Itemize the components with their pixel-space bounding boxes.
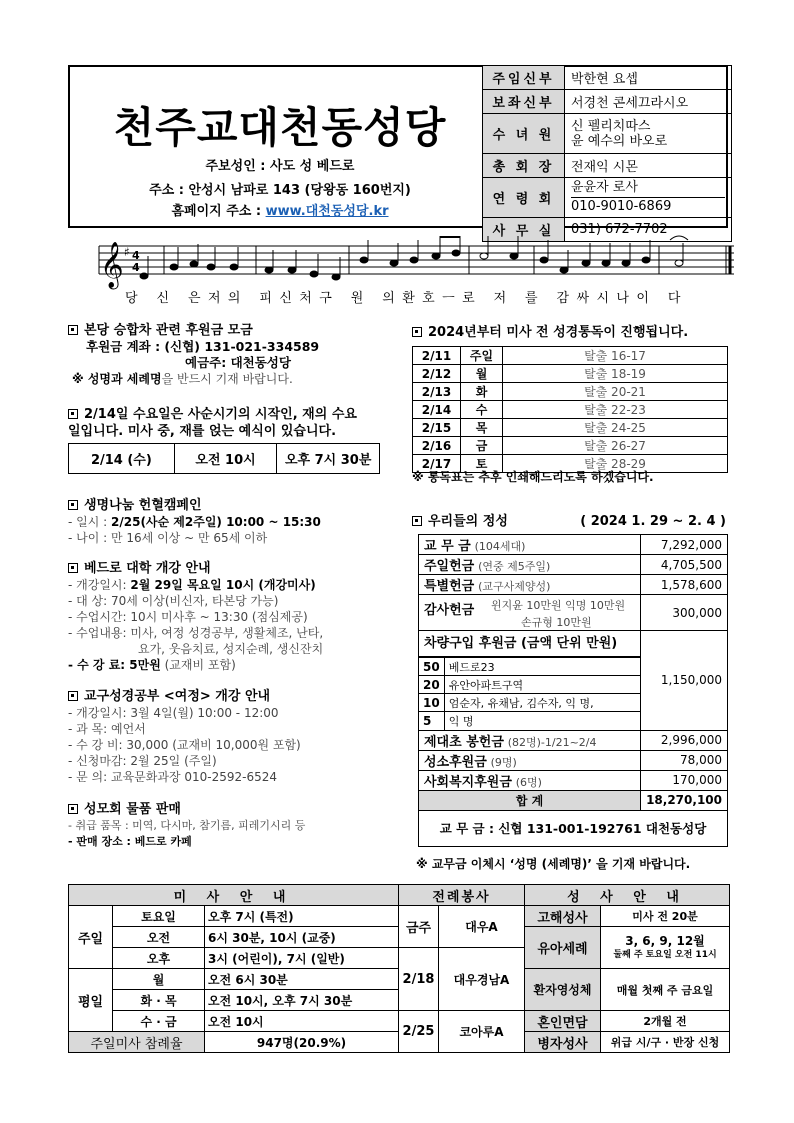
staff-name: 전재익 시몬 [565, 154, 732, 178]
section-title-text: 2024년부터 미사 전 성경통독이 진행됩니다. [428, 325, 689, 340]
label: 교 무 금 [424, 539, 471, 554]
offering-table [418, 534, 728, 847]
staff-table [482, 65, 732, 242]
section-title-text: 성모회 물품 판매 [84, 802, 181, 817]
sub: (연중 제5주일) [478, 560, 551, 573]
service-date: 2/18 [399, 948, 439, 1011]
section-title [68, 560, 323, 577]
staff-name [565, 114, 732, 154]
donor-names: 베드로23 [444, 658, 640, 676]
table-row [419, 535, 728, 555]
reading-book: 탈출 24-25 [503, 419, 728, 437]
notice-bible-study [68, 688, 301, 785]
mass-day: 토요일 [113, 906, 205, 927]
section-title-text: 교구성경공부 <여정> 개강 안내 [84, 689, 271, 704]
staff-role: 보좌신부 [483, 90, 565, 114]
service-group: 대우경남A [439, 948, 525, 1011]
ash-wednesday-table [68, 443, 380, 474]
study-start: - 개강일시: 3월 4일(월) 10:00 - 12:00 [68, 706, 279, 720]
ash-date: 2/14 (수) [69, 444, 175, 474]
sacrament-info: 매월 첫째 주 금요일 [601, 969, 730, 1011]
sub: (교구사제양성) [478, 580, 551, 593]
college-hours: - 수업시간: 10시 미사후 ~ 13:30 (점심제공) [68, 610, 308, 624]
reading-title [412, 324, 688, 341]
offering-label [419, 750, 641, 770]
staff-role: 총 회 장 [483, 154, 565, 178]
table-row [413, 437, 728, 455]
staff-role: 사 무 실 [483, 218, 565, 242]
section-title-text: 2/14일 수요일은 사순시기의 시작인, 재의 수요 [84, 407, 357, 422]
sale-place: - 판매 장소 : 베드로 카페 [68, 835, 192, 848]
offering-amount: 7,292,000 [641, 535, 728, 555]
label: 주일헌금 [424, 559, 475, 574]
table-row [419, 790, 728, 810]
offering-amount: 170,000 [641, 770, 728, 790]
info-line: 3, 6, 9, 12월 [625, 933, 705, 948]
reading-date: 2/17 [413, 455, 461, 473]
table-row [413, 419, 728, 437]
ash-evening: 오후 7시 30분 [277, 444, 380, 474]
name-note [68, 371, 319, 387]
college-target: - 대 상: 70세 이상(비신자, 타본당 가능) [68, 594, 279, 608]
label: 제대초 봉헌금 [424, 734, 504, 750]
offering-amount: 78,000 [641, 750, 728, 770]
sacrament-info: 위급 시/구 · 반장 신청 [601, 1032, 730, 1053]
table-row [419, 750, 728, 770]
mass-guide-header: 미 사 안 내 [69, 885, 399, 906]
sunday-label: 주일 [69, 906, 113, 969]
offering-label [419, 575, 641, 595]
reading-day: 목 [461, 419, 503, 437]
staff-role: 주임신부 [483, 66, 565, 90]
reading-book: 탈출 16-17 [503, 347, 728, 365]
offering-amount: 1,150,000 [641, 631, 728, 731]
donor-amount: 50 [419, 658, 444, 676]
study-fee: - 수 강 비: 30,000 (교재비 10,000원 포함) [68, 738, 301, 752]
staff-name: 박한현 요셉 [565, 66, 732, 90]
college-fee [68, 657, 323, 673]
label: 사회복지후원금 [424, 774, 512, 790]
offering-amount: 1,578,600 [641, 575, 728, 595]
sacrament-info: 미사 전 20분 [601, 906, 730, 927]
staff-name: 031) 672-7702 [565, 218, 732, 242]
donor-names: 유안아파트구역 [444, 676, 640, 694]
square-bullet-icon [412, 516, 422, 526]
liturgy-service-header: 전례봉사 [399, 885, 525, 906]
donation-account: 후원금 계좌 : (신협) 131-021-334589 [86, 339, 320, 354]
vehicle-donors [419, 657, 640, 730]
square-bullet-icon [68, 409, 78, 419]
table-row [419, 595, 728, 631]
reading-note: ※ 통독표는 추후 인쇄해드리도록 하겠습니다. [412, 470, 654, 484]
church-title: 천주교대천동성당 [113, 103, 447, 152]
reading-day: 화 [461, 383, 503, 401]
service-date: 금주 [399, 906, 439, 948]
tithe-note: ※ 교무금 이체시 ‘성명 (세례명)’ 을 기재 바랍니다. [416, 857, 691, 871]
section-title [68, 497, 321, 514]
mass-time: 오전 10시 [205, 1011, 399, 1032]
blood-age: - 나이 : 만 16세 이상 ~ 만 65세 이하 [68, 531, 268, 545]
offering-amount: 4,705,500 [641, 555, 728, 575]
sacrament-name: 고해성사 [525, 906, 601, 927]
section-title [68, 322, 319, 339]
svg-text:4: 4 [132, 249, 140, 262]
table-row [419, 730, 728, 750]
mass-time: 오후 7시 (특전) [205, 906, 399, 927]
table-row [419, 555, 728, 575]
reading-date: 2/12 [413, 365, 461, 383]
reading-date: 2/16 [413, 437, 461, 455]
mass-info-table [68, 884, 730, 1053]
section-title-text: 생명나눔 헌혈캠페인 [84, 498, 202, 513]
staff-name: 서경천 콘세끄라시오 [565, 90, 732, 114]
offering-label [419, 555, 641, 575]
mass-time: 오전 10시, 오후 7시 30분 [205, 990, 399, 1011]
offering-label [419, 770, 641, 790]
bible-reading-table [412, 346, 728, 473]
mass-time: 6시 30분, 10시 (교중) [205, 927, 399, 948]
weekday-label: 평일 [69, 969, 113, 1032]
offering-amount: 300,000 [641, 595, 728, 631]
blood-date [68, 514, 321, 530]
label: 감사헌금 [424, 603, 475, 618]
offering-amount: 2,996,000 [641, 730, 728, 750]
value: 2월 29일 목요일 10시 (개강미사) [130, 578, 316, 592]
label: 성소후원금 [424, 754, 487, 770]
section-title [68, 801, 305, 818]
service-group: 대우A [439, 906, 525, 948]
vehicle-donation [419, 631, 641, 731]
table-row [419, 631, 728, 731]
reading-book: 탈출 22-23 [503, 401, 728, 419]
total-amount: 18,270,100 [641, 790, 728, 810]
table-row [419, 810, 728, 846]
tithe-account: 교 무 금 : 신협 131-001-192761 대천동성당 [419, 810, 728, 846]
mass-day: 월 [113, 969, 205, 990]
reading-date: 2/13 [413, 383, 461, 401]
list-item [419, 676, 640, 694]
homepage-line [110, 200, 450, 219]
sacrament-name: 환자영성체 [525, 969, 601, 1011]
staff-name [565, 178, 732, 218]
mass-day: 화 · 목 [113, 990, 205, 1011]
college-content: - 수업내용: 미사, 여정 성경공부, 생활체조, 난타, [68, 626, 324, 640]
section-title [68, 406, 357, 423]
offering-label [419, 730, 641, 750]
reading-day: 수 [461, 401, 503, 419]
total-label: 합 계 [419, 790, 641, 810]
reading-date: 2/14 [413, 401, 461, 419]
label: 특별헌금 [424, 579, 475, 594]
service-date: 2/25 [399, 1011, 439, 1053]
attendance-label: 주일미사 참례율 [69, 1032, 205, 1053]
staff-name-line: 윤 예수의 바오로 [571, 133, 668, 149]
sacrament-name: 병자성사 [525, 1032, 601, 1053]
sub: 손규형 10만원 [521, 616, 592, 629]
name-note-bold: ※ 성명과 세례명 [72, 372, 162, 386]
reading-day: 월 [461, 365, 503, 383]
offering-label [419, 535, 641, 555]
table-row [413, 365, 728, 383]
donor-names: 엄순자, 유채남, 김수자, 익 명, [444, 694, 640, 712]
section-title-cont: 일입니다. 미사 중, 재를 얹는 예식이 있습니다. [68, 424, 337, 439]
sub: (82명)-1/21~2/4 [507, 735, 597, 749]
sacrament-info [601, 927, 730, 969]
list-item [419, 712, 640, 730]
staff-name-line: 윤윤자 로사 [571, 180, 638, 195]
sale-items: - 취급 품목 : 미역, 다시마, 참기름, 피레기시리 등 [68, 819, 306, 832]
notice-van-donation [68, 322, 319, 387]
list-item [419, 694, 640, 712]
svg-text:4: 4 [132, 261, 140, 274]
staff-name-line: 신 펠리치따스 [571, 118, 651, 134]
mass-day: 오전 [113, 927, 205, 948]
church-address: 주소 : 안성시 남파로 143 (당왕동 160번지) [149, 183, 411, 198]
service-group: 코아루A [439, 1011, 525, 1053]
offering-label [419, 595, 641, 631]
hymn-lyrics: 당 신 은저의 피신처구 원 의환호ㅡ로 저 를 감싸시나이 다 [125, 291, 688, 306]
treble-clef-icon: 𝄞 [100, 242, 124, 288]
donor-amount: 5 [419, 712, 444, 730]
name-note-rest: 을 반드시 기재 바랍니다. [161, 372, 293, 386]
section-title-text: 본당 승합차 관련 후원금 모금 [84, 323, 253, 338]
square-bullet-icon [68, 500, 78, 510]
sacrament-header: 성 사 안 내 [525, 885, 730, 906]
staff-role: 수 녀 원 [483, 114, 565, 154]
college-start [68, 577, 323, 593]
vehicle-title: 차량구입 후원금 (금액 단위 만원) [419, 631, 640, 657]
staff-role: 연 령 회 [483, 178, 565, 218]
mass-day: 수 · 금 [113, 1011, 205, 1032]
info-line: 둘째 주 토요일 오전 11시 [613, 949, 717, 960]
bulletin-header [68, 65, 728, 239]
table-row [413, 347, 728, 365]
sub: (6명) [515, 775, 542, 789]
sacrament-name: 유아세례 [525, 927, 601, 969]
table-row [419, 575, 728, 595]
value: - 수 강 료: 5만원 [68, 658, 161, 672]
label: - 일시 : [68, 515, 112, 529]
table-row [413, 401, 728, 419]
homepage-label: 홈페이지 주소 : [171, 204, 266, 219]
label: - 개강일시: [68, 578, 131, 592]
homepage-link[interactable]: www.대천동성당.kr [265, 204, 389, 219]
square-bullet-icon [68, 804, 78, 814]
donor-amount: 20 [419, 676, 444, 694]
notice-peter-college [68, 560, 323, 673]
reading-day: 토 [461, 455, 503, 473]
reading-day: 주일 [461, 347, 503, 365]
reading-book: 탈출 26-27 [503, 437, 728, 455]
reading-date: 2/15 [413, 419, 461, 437]
square-bullet-icon [68, 563, 78, 573]
section-title [68, 688, 301, 705]
svg-text:♯: ♯ [124, 245, 130, 259]
account-holder: 예금주: 대천동성당 [185, 355, 291, 370]
patron-saint: 주보성인 : 사도 성 베드로 [205, 159, 355, 174]
section-title-text: 우리들의 정성 [428, 514, 508, 529]
square-bullet-icon [68, 691, 78, 701]
mass-time: 오전 6시 30분 [205, 969, 399, 990]
list-item [419, 658, 640, 676]
donor-names: 익 명 [444, 712, 640, 730]
donor-amount: 10 [419, 694, 444, 712]
table-row [413, 383, 728, 401]
sub: (104세대) [474, 540, 526, 553]
square-bullet-icon [68, 325, 78, 335]
sub: (9명) [490, 755, 517, 769]
study-contact: - 문 의: 교육문화과장 010-2592-6524 [68, 770, 278, 784]
notice-ash-wednesday [68, 406, 357, 440]
sub: 윈지윤 10만원 익명 10만원 [491, 599, 626, 612]
value: 2/25(사순 제2주일) 10:00 ~ 15:30 [111, 515, 321, 529]
reading-book: 탈출 20-21 [503, 383, 728, 401]
reading-day: 금 [461, 437, 503, 455]
study-deadline: - 신청마감: 2월 25일 (주일) [68, 754, 217, 768]
reading-book: 탈출 28-29 [503, 455, 728, 473]
reading-book: 탈출 18-19 [503, 365, 728, 383]
offering-title [412, 513, 728, 530]
ash-morning: 오전 10시 [174, 444, 277, 474]
sacrament-name: 혼인면담 [525, 1011, 601, 1032]
college-content-cont: 요가, 웃음치료, 성지순례, 생신잔치 [138, 642, 324, 656]
mass-day: 오후 [113, 948, 205, 969]
staff-phone: 010-9010-6869 [571, 197, 725, 216]
mass-time: 3시 (어린이), 7시 (일반) [205, 948, 399, 969]
note: (교재비 포함) [160, 658, 236, 672]
table-row [419, 770, 728, 790]
notice-goods-sale [68, 801, 305, 850]
square-bullet-icon [412, 327, 422, 337]
fermata-icon [670, 236, 688, 240]
section-title-text: 베드로 대학 개강 안내 [84, 561, 211, 576]
offering-period: ( 2024 1. 29 ~ 2. 4 ) [580, 514, 726, 529]
sacrament-info: 2개월 전 [601, 1011, 730, 1032]
reading-date: 2/11 [413, 347, 461, 365]
attendance-value: 947명(20.9%) [205, 1032, 399, 1053]
notice-blood-donation [68, 497, 321, 546]
study-subject: - 과 목: 예언서 [68, 722, 146, 736]
